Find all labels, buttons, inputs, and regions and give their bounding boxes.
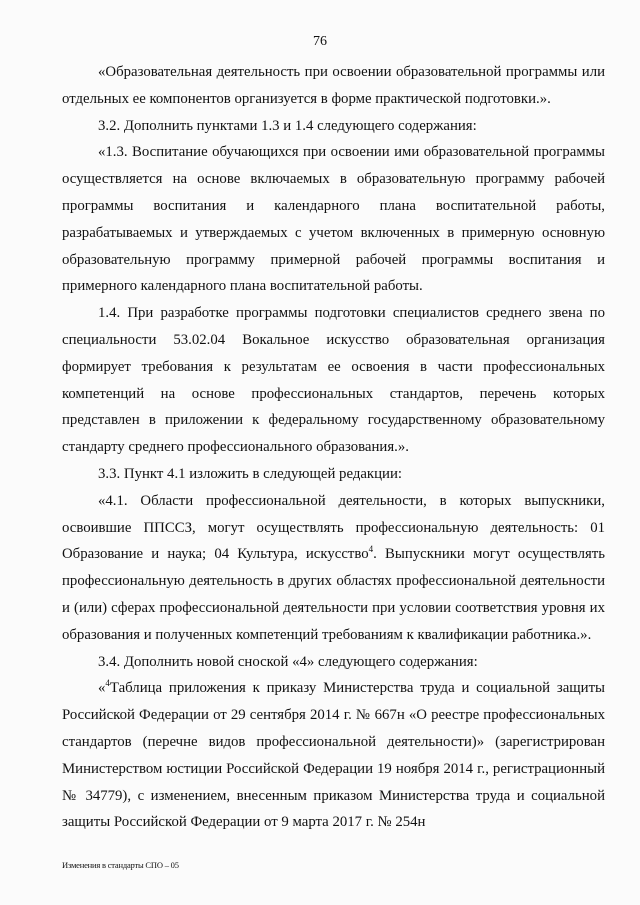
footnote-ref-4: 4 <box>368 544 374 555</box>
paragraph-footnote-4 <box>62 675 605 836</box>
paragraph-4-1-text-start: «4.1. Области профессиональной деятельности, в которых выпускники, освоившие ППССЗ, могут осуществлять профессиональную деятельность: 01 Образование и наука; 04 Культура, искусство <box>62 492 605 563</box>
paragraph-1-3: «1.3. Воспитание обучающихся при освоении ими образовательной программы осуществляется на основе включаемых в образовательную программу рабочей программы воспитания и календарного плана воспитательной работы, разрабатываемых и утверждаемых с учетом включенных в примерную основную образовательную программу примерной рабочей программы воспитания и примерного календарного плана воспитательной работы. <box>62 144 605 295</box>
paragraph-3-4: 3.4. Дополнить новой сноской «4» следующего содержания: <box>98 653 478 670</box>
opening-quote: « <box>98 680 106 697</box>
paragraph-4-1-text-end: . Выпускники могут осуществлять профессиональную деятельность в других областях профессиональной деятельности и (или) сферах профессиональной деятельности при условии соответствия уровня их образования и полученных компетенций требованиям к квалификации работника.». <box>62 546 605 643</box>
paragraph-3-3: 3.3. Пункт 4.1 изложить в следующей редакции: <box>98 465 402 482</box>
page-footer: Изменения в стандарты СПО – 05 <box>62 860 179 870</box>
paragraph-quote-practical-training: «Образовательная деятельность при освоении образовательной программы или отдельных ее компонентов организуется в форме практической подготовки.». <box>62 64 605 107</box>
paragraph-4-1 <box>62 488 605 649</box>
footnote-text: Таблица приложения к приказу Министерства труда и социальной защиты Российской Федерации от 29 сентября 2014 г. № 667н «О реестре профессиональных стандартов (перечне видов профессиональной деятельности)» (зарегистрирован Министерством юстиции Российской Федерации 19 ноября 2014 г., регистрационный № 34779), с изменением, внесенным приказом Министерства труда и социальной защиты Российской Федерации от 9 марта 2017 г. № 254н <box>62 680 605 831</box>
paragraph-1-4: 1.4. При разработке программы подготовки специалистов среднего звена по специальности 53.02.04 Вокальное искусство образовательная организация формирует требования к результатам ее освоения в части профессиональных компетенций на основе профессиональных стандартов, перечень которых представлен в приложении к федеральному государственному образовательному стандарту среднего профессионального образования.». <box>62 305 605 456</box>
page-number: 76 <box>313 34 327 49</box>
footnote-mark-4: 4 <box>105 678 110 689</box>
document-body <box>62 59 605 836</box>
paragraph-3-2: 3.2. Дополнить пунктами 1.3 и 1.4 следующего содержания: <box>98 117 477 134</box>
